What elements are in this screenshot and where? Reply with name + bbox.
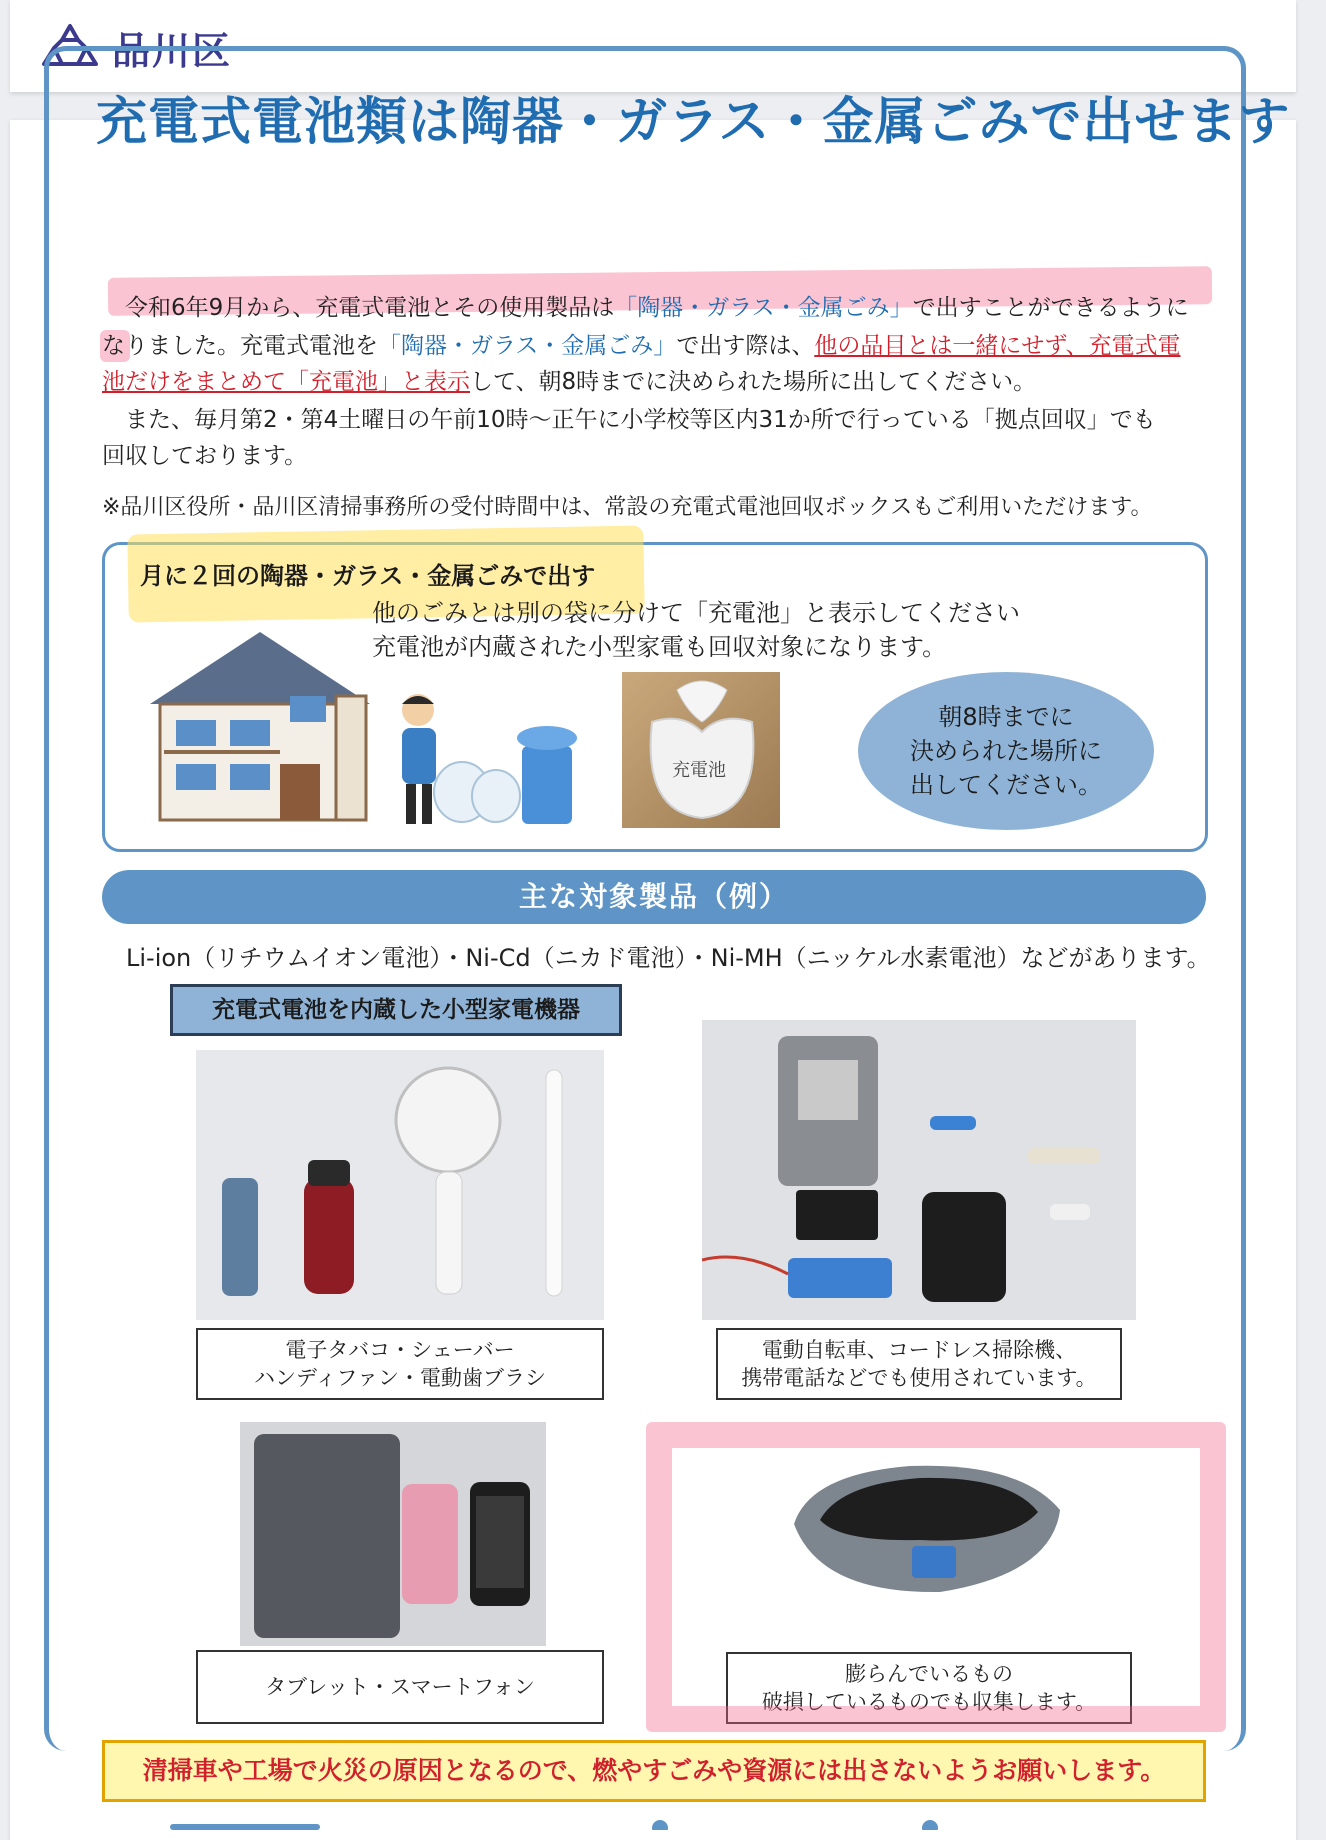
caption-line: 携帯電話などでも使用されています。: [741, 1366, 1097, 1390]
caption-line: 電動自転車、コードレス掃除機、: [761, 1338, 1077, 1362]
deadline-callout: [858, 672, 1154, 830]
caption-tablet-smartphone: タブレット・スマートフォン: [196, 1650, 604, 1724]
paragraph-line: [102, 364, 1212, 401]
labeled-bag-photo: [622, 672, 780, 828]
batteries-photo: [702, 1020, 1136, 1320]
fire-warning-banner: 清掃車や工場で火災の原因となるので、燃やすごみや資源には出さないようお願いします。: [102, 1740, 1206, 1802]
text-segment: また、毎月第2・第4土曜日の午前10時～正午に小学校等区内31か所で行っている「拠点回収」でも: [125, 407, 1156, 433]
instruction-line: 充電池が内蔵された小型家電も回収対象になります。: [372, 633, 947, 661]
caption-line: ハンディファン・電動歯ブラシ: [254, 1366, 546, 1390]
caption-batteries: [716, 1328, 1122, 1400]
callout-line: 朝8時までに: [938, 703, 1074, 731]
callout-line: 出してください。: [910, 771, 1102, 799]
callout-line: 決められた場所に: [910, 737, 1102, 765]
caption-small-appliances: [196, 1328, 604, 1400]
text-segment: で出すことができるように: [912, 295, 1189, 321]
collection-instructions: [372, 596, 1020, 664]
caption-line: 電子タバコ・シェーバー: [285, 1338, 515, 1362]
site-name[interactable]: 品川区: [112, 29, 233, 73]
paragraph-line: [102, 328, 1212, 365]
text-segment: なりました。充電式電池を: [102, 333, 378, 359]
text-segment: して、朝8時までに決められた場所に出してください。: [470, 369, 1037, 395]
emphasis-text: 池だけをまとめて「充電池」と表示: [102, 369, 470, 395]
paragraph-line: [102, 438, 1212, 475]
note-text: ※品川区役所・品川区清掃事務所の受付時間中は、常設の充電式電池回収ボックスもご利用いただけます。: [102, 495, 1153, 520]
battery-types-text: Li-ion（リチウムイオン電池）・Ni-Cd（ニカド電池）・Ni-MH（ニッケル水素電池）などがあります。: [126, 944, 1211, 972]
emphasis-text: 他の品目とは一緒にせず、充電式電: [814, 333, 1181, 359]
tablet-smartphone-photo: [240, 1422, 546, 1646]
text-segment: 令和6年9月から、充電式電池とその使用製品は: [125, 295, 615, 321]
products-banner: 主な対象製品（例）: [102, 870, 1206, 924]
instruction-line: 他のごみとは別の袋に分けて「充電池」と表示してください: [372, 599, 1020, 627]
caption-line: 膨らんでいるもの: [845, 1662, 1013, 1686]
small-appliances-photo: [196, 1050, 604, 1320]
category-text: 「陶器・ガラス・金属ごみ」: [614, 295, 913, 321]
page-title: 充電式電池類は陶器・ガラス・金属ごみで出せます: [96, 93, 1291, 152]
text-segment: 回収しております。: [102, 443, 308, 469]
house-illustration: [140, 626, 380, 822]
appliances-sub-label: 充電式電池を内蔵した小型家電機器: [170, 984, 622, 1036]
bag-label-text: 充電池: [672, 760, 726, 781]
person-with-trash-illustration: [384, 688, 584, 830]
paragraph-line: [102, 290, 1212, 327]
paragraph-line: [102, 402, 1212, 439]
highlight-marker-frame: [646, 1422, 1226, 1732]
caption-line: 破損しているものでも収集します。: [761, 1690, 1097, 1714]
category-text: 「陶器・ガラス・金属ごみ」: [378, 333, 677, 359]
collection-title: 月に２回の陶器・ガラス・金属ごみで出す: [140, 562, 596, 590]
bottom-decoration: [160, 1818, 1160, 1830]
bag-icon: [622, 672, 780, 828]
text-segment: で出す際は、: [676, 333, 815, 359]
